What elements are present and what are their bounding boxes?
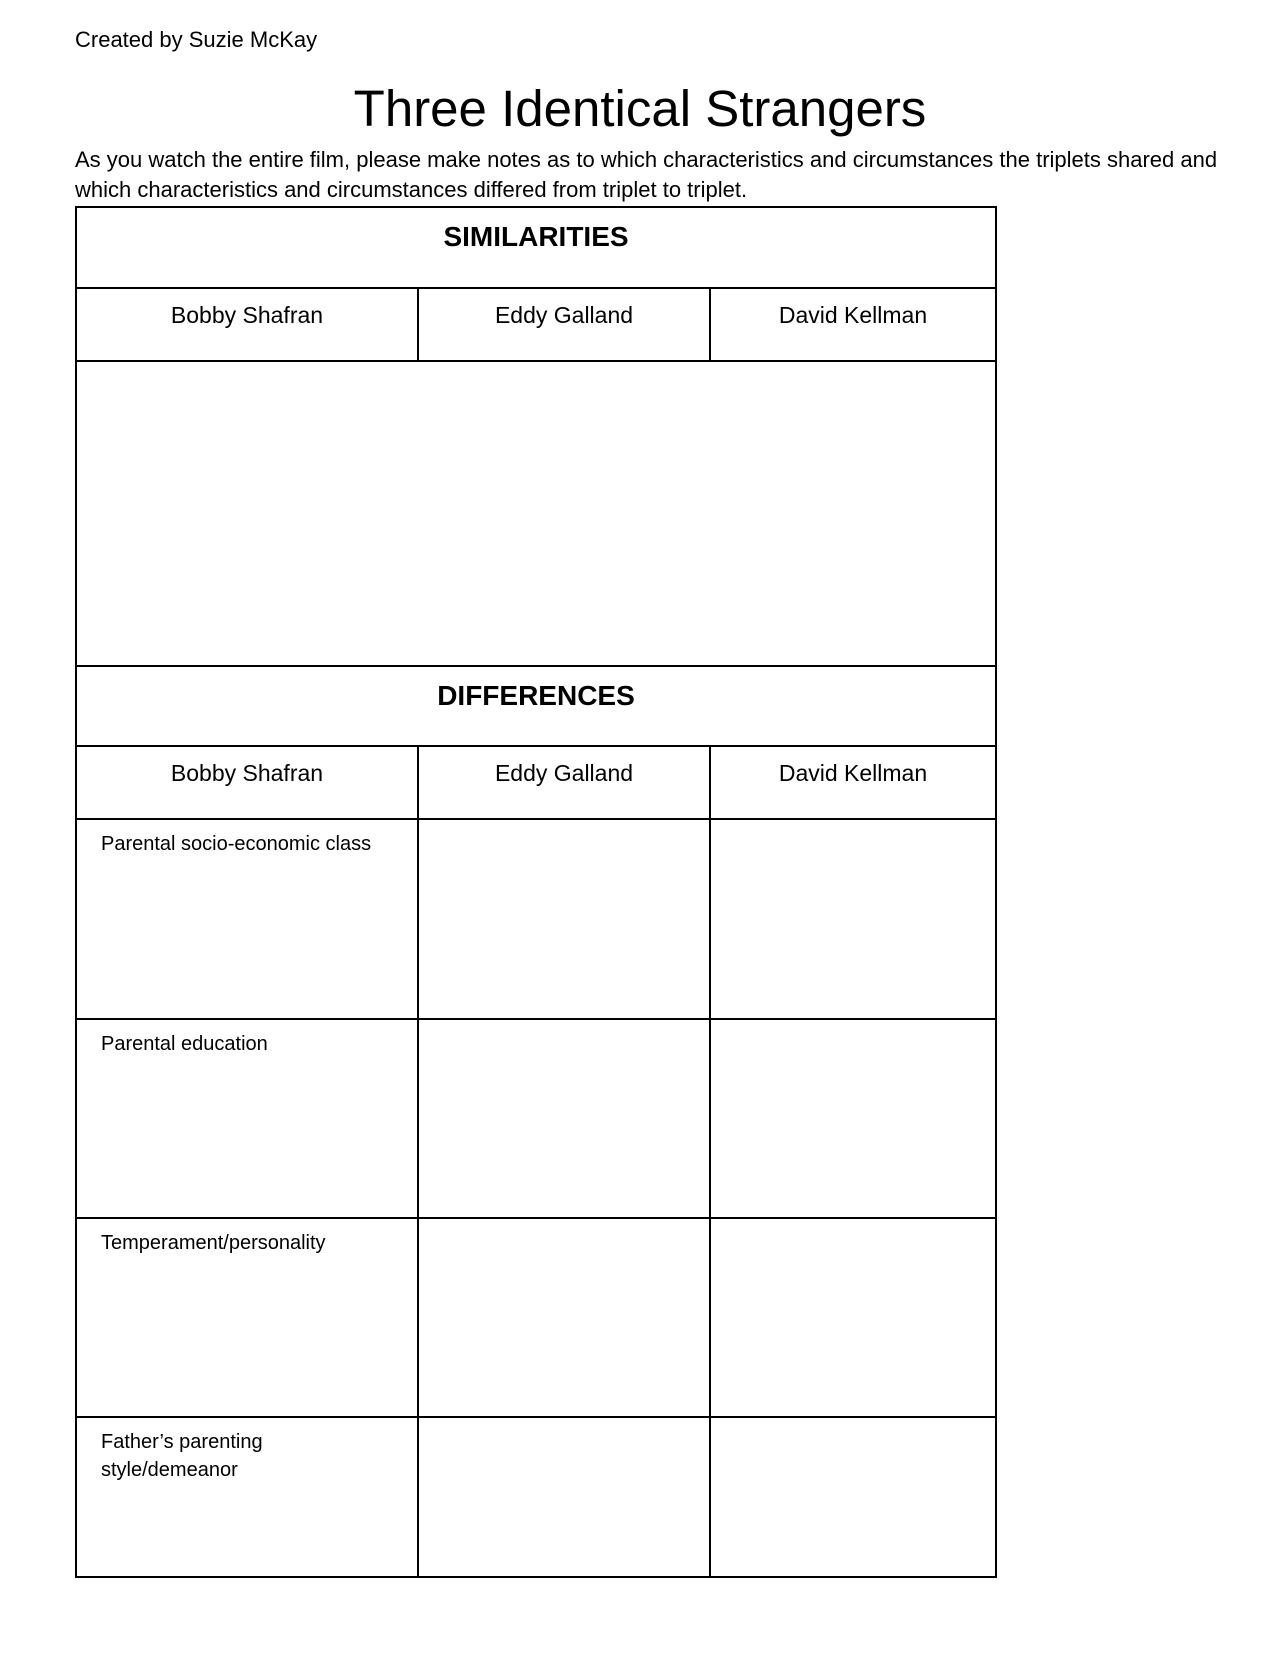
name-label: David Kellman [778,302,928,328]
row-label-text: Temperament/personality [101,1232,326,1254]
similarities-heading-row [76,207,996,288]
row-label-education[interactable] [76,1019,418,1218]
notes-cell-eddy-education[interactable] [418,1019,710,1218]
credit-line: Created by Suzie McKay [75,27,318,52]
differences-heading-label: DIFFERENCES [437,680,635,711]
table-row [76,1218,996,1417]
notes-cell-david-parenting[interactable] [710,1417,996,1577]
differences-heading [76,666,996,746]
name-label: David Kellman [778,760,928,786]
name-label: Bobby Shafran [170,760,324,786]
worksheet-table [75,206,997,1578]
differences-heading-row [76,666,996,746]
similarities-name-david [710,288,996,361]
similarities-name-bobby [76,288,418,361]
notes-cell-eddy-temperament[interactable] [418,1218,710,1417]
row-label-parenting[interactable] [76,1417,418,1577]
differences-name-david [710,746,996,819]
table-row [76,1019,996,1218]
similarities-heading [76,207,996,288]
row-label-temperament[interactable] [76,1218,418,1417]
notes-cell-david-socioeconomic[interactable] [710,819,996,1019]
notes-cell-eddy-socioeconomic[interactable] [418,819,710,1019]
name-label: Bobby Shafran [170,302,324,328]
similarities-name-eddy [418,288,710,361]
similarities-notes-row [76,361,996,666]
differences-name-eddy [418,746,710,819]
notes-cell-david-education[interactable] [710,1019,996,1218]
similarities-names-row [76,288,996,361]
row-label-text: Father’s parenting style/demeanor [101,1431,263,1481]
similarities-notes-area[interactable] [76,361,996,666]
differences-names-row [76,746,996,819]
table-row [76,819,996,1019]
name-label: Eddy Galland [494,302,634,328]
table-row [76,1417,996,1577]
differences-name-bobby [76,746,418,819]
page-title: Three Identical Strangers [353,80,927,137]
instructions-text: As you watch the entire film, please make notes as to which characteristics and circumstances the triplets shared and which characteristics and circumstances differed from triplet to triplet. [75,147,1218,202]
notes-cell-eddy-parenting[interactable] [418,1417,710,1577]
row-label-text: Parental socio-economic class [101,833,372,855]
row-label-text: Parental education [101,1033,268,1055]
row-label-socioeconomic[interactable] [76,819,418,1019]
notes-cell-david-temperament[interactable] [710,1218,996,1417]
similarities-heading-label: SIMILARITIES [443,221,629,252]
name-label: Eddy Galland [494,760,634,786]
